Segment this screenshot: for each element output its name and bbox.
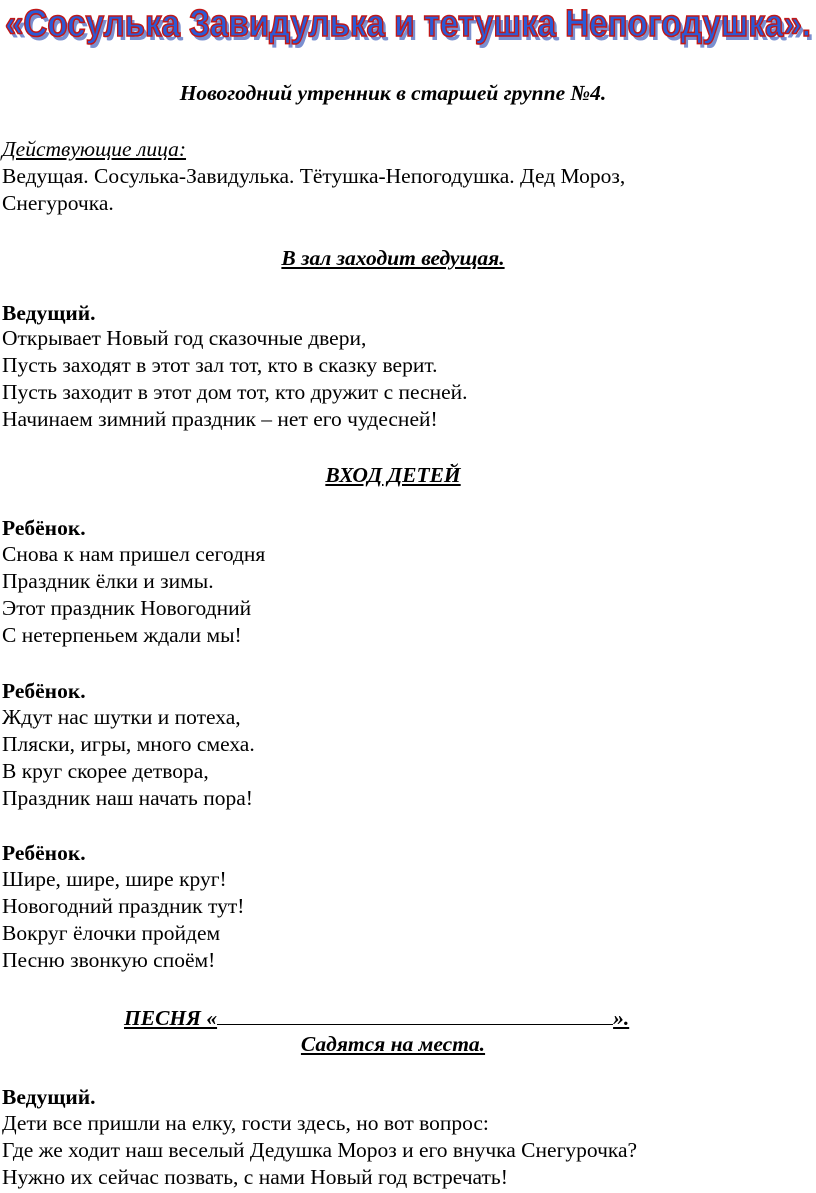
cast-line: Ведущая. Сосулька-Завидулька. Тётушка-Непогодушка. Дед Мороз, bbox=[2, 164, 626, 188]
verse-line: Шире, шире, шире круг! bbox=[2, 867, 227, 891]
verse-line: Этот праздник Новогодний bbox=[2, 596, 252, 620]
verse-line: Открывает Новый год сказочные двери, bbox=[2, 326, 367, 350]
verse-line: Где же ходит наш веселый Дедушка Мороз и его внучка Снегурочка? bbox=[2, 1138, 638, 1162]
stage-direction: В зал заходит ведущая. bbox=[281, 246, 505, 270]
verse-line: С нетерпеньем ждали мы! bbox=[2, 623, 242, 647]
verse-line: Начинаем зимний праздник – нет его чудесней! bbox=[2, 407, 438, 431]
verse-line: Праздник ёлки и зимы. bbox=[2, 569, 214, 593]
verse-line: В круг скорее детвора, bbox=[2, 759, 209, 783]
cast-line: Снегурочка. bbox=[2, 191, 114, 215]
speaker-name: Ребёнок. bbox=[2, 841, 86, 865]
verse-line: Пусть заходят в этот зал тот, кто в сказку верит. bbox=[2, 353, 438, 377]
verse-line: Нужно их сейчас позвать, с нами Новый год встречать! bbox=[2, 1165, 508, 1189]
speaker-name: Ведущий. bbox=[2, 301, 96, 325]
verse-line: Вокруг ёлочки пройдем bbox=[2, 921, 221, 945]
verse-line: Ждут нас шутки и потеха, bbox=[2, 705, 241, 729]
song-title-blank bbox=[217, 1004, 613, 1025]
verse-line: Песню звонкую споём! bbox=[2, 948, 216, 972]
song-line bbox=[124, 1004, 629, 1032]
verse-line: Снова к нам пришел сегодня bbox=[2, 542, 266, 566]
title-wordart bbox=[0, 0, 816, 52]
verse-line: Праздник наш начать пора! bbox=[2, 786, 253, 810]
verse-line: Дети все пришли на елку, гости здесь, но вот вопрос: bbox=[2, 1111, 489, 1135]
speaker-name: Ребёнок. bbox=[2, 516, 86, 540]
title-text: «Сосулька Завидулька и тетушка Непогодушка». bbox=[5, 3, 811, 45]
title-shadow: «Сосулька Завидулька и тетушка Непогодушка». bbox=[8, 7, 814, 49]
verse-line: Пусть заходит в этот дом тот, кто дружит с песней. bbox=[2, 380, 468, 404]
cast-label: Действующие лица: bbox=[2, 137, 187, 161]
stage-direction: ВХОД ДЕТЕЙ bbox=[325, 463, 461, 487]
song-prefix: ПЕСНЯ « bbox=[124, 1006, 218, 1030]
verse-line: Новогодний праздник тут! bbox=[2, 894, 245, 918]
subtitle: Новогодний утренник в старшей группе №4. bbox=[179, 81, 607, 105]
song-suffix: ». bbox=[613, 1006, 630, 1030]
stage-direction: Садятся на места. bbox=[300, 1032, 486, 1056]
speaker-name: Ребёнок. bbox=[2, 679, 86, 703]
speaker-name: Ведущий. bbox=[2, 1085, 96, 1109]
verse-line: Пляски, игры, много смеха. bbox=[2, 732, 255, 756]
